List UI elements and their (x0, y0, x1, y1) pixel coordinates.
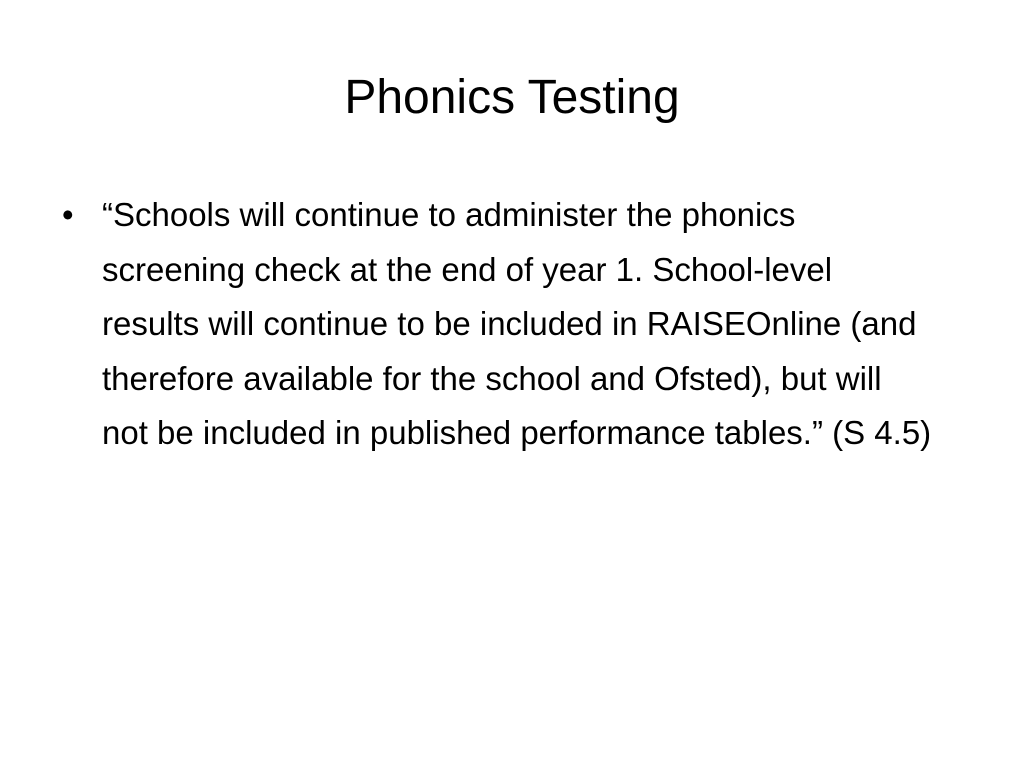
bullet-list (56, 188, 936, 461)
bullet-dot-icon: • (62, 196, 74, 233)
bullet-text: “Schools will continue to administer the phonics screening check at the end of year 1. School-level results will continue to be included in RAISEOnline (and therefore available for the school and Ofsted), but will not be included in published performance tables.” (S 4.5) (102, 196, 932, 451)
bullet-item (56, 188, 936, 461)
slide-title: Phonics Testing (344, 71, 680, 124)
